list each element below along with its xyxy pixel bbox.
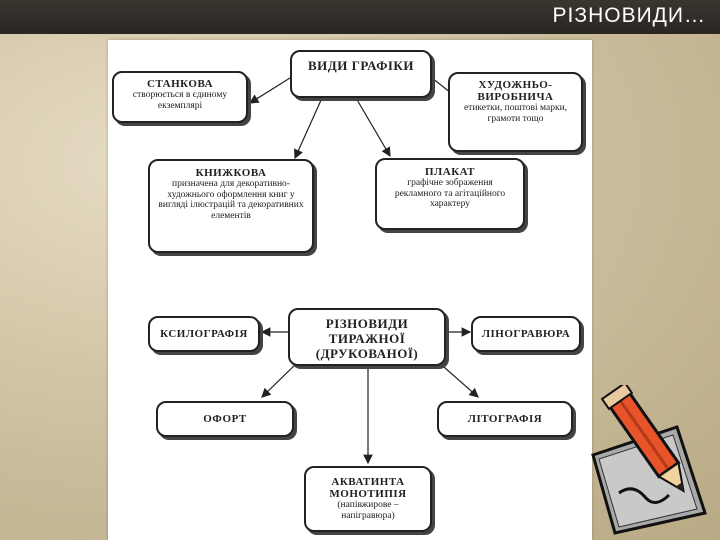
node-litografiia bbox=[437, 401, 573, 437]
node-akvatinta-desc: (напівжирове – напігравюра) bbox=[337, 500, 399, 521]
node-knyzhkova-desc: призначена для декоративно-художнього оформлення книг у вигляді ілюстрацій та декоративних елементів bbox=[158, 179, 304, 221]
node-ofort bbox=[156, 401, 294, 437]
slide-title: РІЗНОВИДИ… bbox=[552, 4, 706, 27]
node-ofort-heading: ОФОРТ bbox=[203, 413, 247, 425]
node-knyzhkova bbox=[148, 159, 314, 253]
node-akvatinta-heading: АКВАТИНТА МОНОТИПІЯ bbox=[329, 476, 407, 500]
node-ksylografiia-heading: КСИЛОГРАФІЯ bbox=[160, 328, 248, 340]
node-plakat-desc: графічне зображення рекламного та агітаційного характеру bbox=[394, 178, 506, 209]
node-stankova-desc: створюється в єдиному екземплярі bbox=[132, 90, 228, 111]
pencil-paper-icon bbox=[585, 385, 710, 535]
node-ksylografiia bbox=[148, 316, 260, 352]
node-litografiia-heading: ЛІТОГРАФІЯ bbox=[467, 413, 543, 425]
arrow-to-knyzhkova bbox=[295, 98, 322, 158]
node-plakat-heading: ПЛАКАТ bbox=[425, 166, 475, 178]
node-khudozhnyo-desc: етикетки, поштові марки, грамоти тощо bbox=[463, 103, 568, 124]
arrow-to-stankova bbox=[250, 78, 290, 103]
arrow-to-litogr bbox=[436, 360, 478, 397]
node-plakat bbox=[375, 158, 525, 230]
node-knyzhkova-heading: КНИЖКОВА bbox=[195, 167, 267, 179]
node-khudozhnyo-heading: ХУДОЖНЬО-ВИРОБНИЧА bbox=[477, 79, 554, 103]
node-linogravura-heading: ЛІНОГРАВЮРА bbox=[481, 328, 571, 340]
node-khudozhnyo bbox=[448, 72, 583, 152]
arrow-to-plakat bbox=[356, 98, 390, 156]
node-akvatinta bbox=[304, 466, 432, 532]
node-riznovydy-heading: РІЗНОВИДИ ТИРАЖНОЇ (ДРУКОВАНОЇ) bbox=[315, 316, 419, 361]
node-vydy-grafiky-heading: ВИДИ ГРАФІКИ bbox=[308, 58, 414, 73]
node-linogravura bbox=[471, 316, 581, 352]
node-stankova bbox=[112, 71, 248, 123]
node-riznovydy-tyrazhnoi bbox=[288, 308, 446, 366]
node-stankova-heading: СТАНКОВА bbox=[146, 78, 214, 90]
node-vydy-grafiky bbox=[290, 50, 432, 98]
